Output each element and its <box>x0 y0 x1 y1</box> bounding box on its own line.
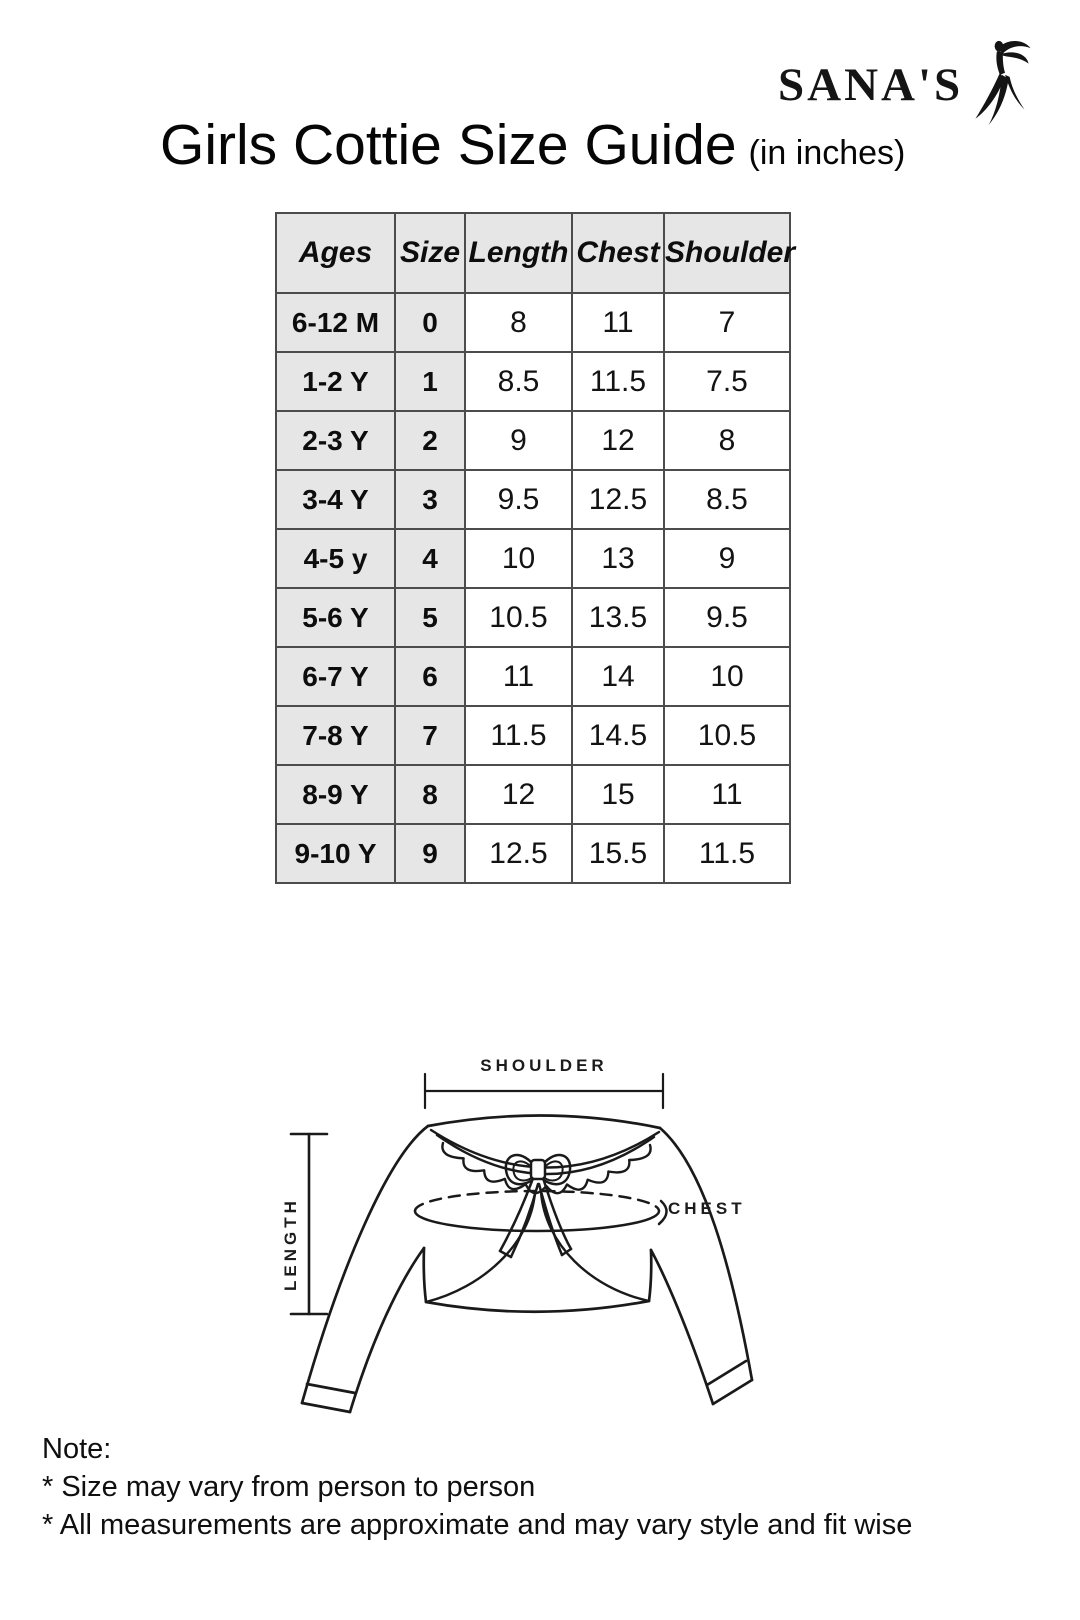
cell-chest: 11 <box>572 293 664 352</box>
cell-ages: 8-9 Y <box>276 765 395 824</box>
note-line: * Size may vary from person to person <box>42 1471 536 1503</box>
cell-ages: 6-12 M <box>276 293 395 352</box>
page-title-unit: (in inches) <box>748 134 906 172</box>
table-row <box>276 293 790 352</box>
header-cell-shoulder: Shoulder <box>664 213 790 293</box>
cell-ages: 4-5 y <box>276 529 395 588</box>
cell-size: 8 <box>395 765 465 824</box>
cell-chest: 12 <box>572 411 664 470</box>
table-row <box>276 411 790 470</box>
cell-shoulder: 8 <box>664 411 790 470</box>
cell-ages: 9-10 Y <box>276 824 395 883</box>
size-table <box>275 212 796 884</box>
cell-ages: 2-3 Y <box>276 411 395 470</box>
cell-size: 4 <box>395 529 465 588</box>
cell-length: 9 <box>465 411 572 470</box>
cell-length: 10 <box>465 529 572 588</box>
chest-label: CHEST <box>668 1199 746 1218</box>
cell-shoulder: 10 <box>664 647 790 706</box>
header-cell-length: Length <box>465 213 572 293</box>
cell-chest: 13 <box>572 529 664 588</box>
cell-chest: 15.5 <box>572 824 664 883</box>
page-title-main: Girls Cottie Size Guide <box>160 113 737 177</box>
length-label: LENGTH <box>281 1197 300 1291</box>
cell-size: 2 <box>395 411 465 470</box>
table-row <box>276 824 790 883</box>
size-table-section <box>275 212 796 884</box>
cell-size: 6 <box>395 647 465 706</box>
shoulder-measure-line <box>425 1074 663 1108</box>
header-cell-ages: Ages <box>276 213 395 293</box>
note-line: * All measurements are approximate and may vary style and fit wise <box>42 1509 913 1541</box>
cell-shoulder: 7 <box>664 293 790 352</box>
page-title <box>160 112 905 178</box>
header-cell-chest: Chest <box>572 213 664 293</box>
cell-chest: 13.5 <box>572 588 664 647</box>
garment-diagram <box>260 1018 780 1426</box>
table-row <box>276 352 790 411</box>
cell-length: 12 <box>465 765 572 824</box>
cell-size: 0 <box>395 293 465 352</box>
header-cell-size: Size <box>395 213 465 293</box>
note-label: Note: <box>42 1433 112 1465</box>
cell-chest: 15 <box>572 765 664 824</box>
cell-length: 11 <box>465 647 572 706</box>
cell-shoulder: 7.5 <box>664 352 790 411</box>
table-row <box>276 706 790 765</box>
table-row <box>276 470 790 529</box>
cell-chest: 11.5 <box>572 352 664 411</box>
cell-size: 3 <box>395 470 465 529</box>
cell-length: 10.5 <box>465 588 572 647</box>
shoulder-label: SHOULDER <box>480 1056 608 1075</box>
table-row <box>276 647 790 706</box>
brand-logo-text: SANA'S <box>778 59 964 111</box>
cell-size: 7 <box>395 706 465 765</box>
table-row <box>276 529 790 588</box>
cell-length: 9.5 <box>465 470 572 529</box>
cell-shoulder: 9 <box>664 529 790 588</box>
cell-shoulder: 11 <box>664 765 790 824</box>
cell-chest: 12.5 <box>572 470 664 529</box>
cell-ages: 1-2 Y <box>276 352 395 411</box>
cell-length: 8 <box>465 293 572 352</box>
cell-length: 12.5 <box>465 824 572 883</box>
cell-length: 11.5 <box>465 706 572 765</box>
cell-shoulder: 11.5 <box>664 824 790 883</box>
cell-length: 8.5 <box>465 352 572 411</box>
notes-section <box>42 1430 912 1544</box>
cell-size: 1 <box>395 352 465 411</box>
table-row <box>276 765 790 824</box>
cell-chest: 14 <box>572 647 664 706</box>
cell-size: 5 <box>395 588 465 647</box>
cell-ages: 6-7 Y <box>276 647 395 706</box>
cell-chest: 14.5 <box>572 706 664 765</box>
cell-shoulder: 10.5 <box>664 706 790 765</box>
cell-size: 9 <box>395 824 465 883</box>
table-row <box>276 588 790 647</box>
size-table-body <box>276 293 790 883</box>
cell-ages: 3-4 Y <box>276 470 395 529</box>
cell-shoulder: 8.5 <box>664 470 790 529</box>
size-table-header-row <box>276 213 790 293</box>
cell-ages: 5-6 Y <box>276 588 395 647</box>
cell-ages: 7-8 Y <box>276 706 395 765</box>
woman-gown-icon <box>971 38 1033 133</box>
cell-shoulder: 9.5 <box>664 588 790 647</box>
